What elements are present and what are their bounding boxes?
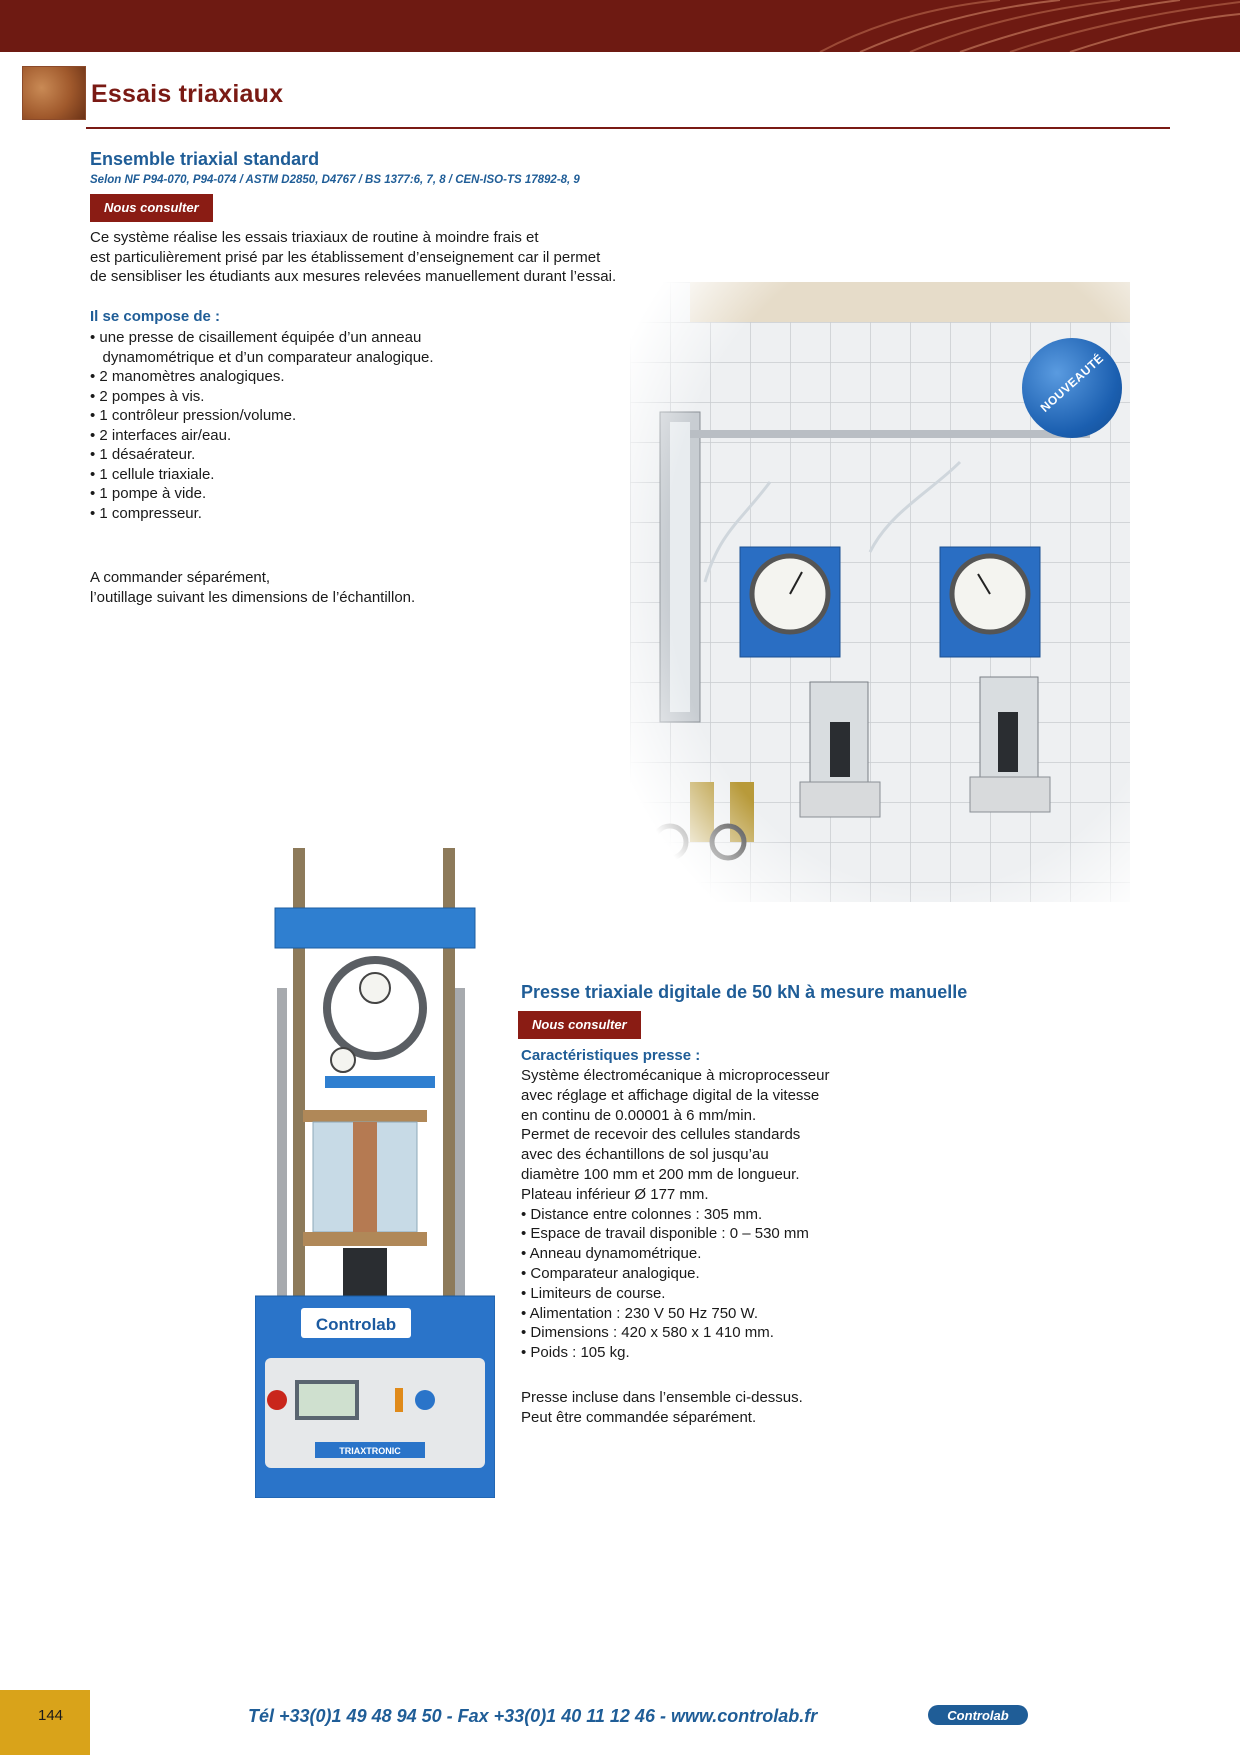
list-item: • 2 pompes à vis. [90,387,205,405]
spec-line: Permet de recevoir des cellules standards [521,1126,801,1144]
spec-line: • Comparateur analogique. [521,1264,700,1282]
title-divider [86,127,1170,129]
list-item: • 2 manomètres analogiques. [90,368,285,385]
spec-line: • Alimentation : 230 V 50 Hz 750 W. [521,1304,759,1322]
list-item: • 1 pompe à vide. [90,485,207,502]
note-line: Peut être commandée séparément. [521,1408,757,1426]
order-note-line: A commander séparément, [90,569,271,586]
spec-line: • Limiteurs de course. [521,1284,666,1302]
logo-text: Controlab [947,1708,1009,1723]
machine-brand: Controlab [315,1315,397,1334]
spec-line: avec des échantillons de sol jusqu’au [521,1146,769,1164]
section2-notes [521,1388,803,1427]
spec-line: • Dimensions : 420 x 580 x 1 410 mm. [521,1324,774,1342]
header-band [0,0,1240,52]
specs-heading: Caractéristiques presse : [521,1047,701,1064]
list-item: dynamométrique et d’un comparateur analogique. [90,348,434,366]
spec-line: • Poids : 105 kg. [521,1344,630,1362]
spec-line: • Anneau dynamométrique. [521,1245,702,1263]
order-note-line: l’outillage suivant les dimensions de l’échantillon. [90,588,416,606]
specs-list [521,1066,829,1363]
spec-line: avec réglage et affichage digital de la vitesse [521,1086,820,1104]
section1-intro [90,228,616,287]
soil-thumbnail [22,66,86,120]
list-item: • 1 désaérateur. [90,446,196,463]
intro-line: Ce système réalise les essais triaxiaux de routine à moindre frais et [90,229,539,246]
controlab-logo [928,1703,1028,1727]
list-item: • 1 contrôleur pression/volume. [90,407,297,424]
machine-model: TRIAXTRONIC [339,1446,401,1456]
spec-line: Plateau inférieur Ø 177 mm. [521,1185,709,1203]
section1-consult-badge[interactable]: Nous consulter [90,194,213,222]
section2-consult-badge[interactable]: Nous consulter [518,1011,641,1039]
page-number: 144 [38,1707,64,1724]
list-item: • 2 interfaces air/eau. [90,426,232,444]
page-title: Essais triaxiaux [91,80,284,108]
intro-line: est particulièrement prisé par les établissement d’enseignement car il permet [90,248,601,266]
list-item: • 1 compresseur. [90,504,202,522]
spec-line: en continu de 0.00001 à 6 mm/min. [521,1106,757,1124]
compose-heading: Il se compose de : [90,308,221,325]
novelty-badge-label: NOUVEAUTÉ [1037,351,1107,415]
section2-title: Presse triaxiale digitale de 50 kN à mesure manuelle [521,982,968,1002]
spec-line: Système électromécanique à microprocesseur [521,1067,830,1084]
spec-line: • Espace de travail disponible : 0 – 530 mm [521,1225,809,1243]
section1-standards: Selon NF P94-070, P94-074 / ASTM D2850, D4767 / BS 1377:6, 7, 8 / CEN-ISO-TS 17892-8, 9 [90,174,580,186]
triaxial-press-photo [255,848,495,1498]
note-line: Presse incluse dans l’ensemble ci-dessus. [521,1389,803,1406]
section1-title: Ensemble triaxial standard [90,149,320,169]
list-item: • 1 cellule triaxiale. [90,465,215,483]
footer-contact[interactable]: Tél +33(0)1 49 48 94 50 - Fax +33(0)1 40 11 12 46 - www.controlab.fr [248,1706,818,1726]
spec-line: • Distance entre colonnes : 305 mm. [521,1205,763,1223]
decorative-curves [0,0,1240,52]
intro-line: de sensibliser les étudiants aux mesures relevées manuellement durant l’essai. [90,268,617,285]
compose-list [90,328,434,523]
novelty-badge [1022,338,1122,438]
spec-line: diamètre 100 mm et 200 mm de longueur. [521,1165,800,1183]
list-item: • une presse de cisaillement équipée d’un anneau [90,329,422,346]
order-note [90,568,415,607]
